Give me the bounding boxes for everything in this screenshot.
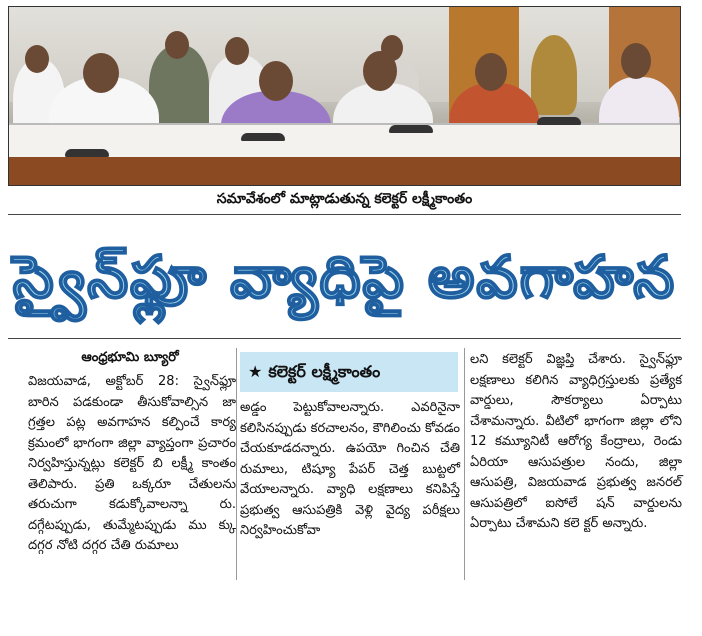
photo-person-head bbox=[363, 51, 397, 91]
article-column-2 bbox=[240, 398, 460, 542]
caption-divider bbox=[8, 214, 681, 215]
photo-microphone bbox=[241, 133, 285, 141]
article-column-3 bbox=[470, 350, 682, 535]
article-paragraph: లని కలెక్టర్ విజ్ఞప్తి చేశారు. స్వైన్‌ఫ్లూ లక్షణాలు కలిగిన వ్యాధిగ్రస్తులకు ప్రత్యేక వార్డులు, సౌకర్యాలు ఏర్పాటు చేశామన్నారు. వీటిలో భాగంగా జిల్లా లోని 12 కమ్యూనిటీ ఆరోగ్య కేంద్రాలు, రెండు ఏరియా ఆసుపత్రుల నందు, జిల్లా ఆసుపత్రి, విజయవాడ ప్రభుత్వ జనరల్ ఆసుపత్రిలో ఐసోలే షన్ వార్డులను ఏర్పాటు చేశామని కలె క్టర్ అన్నారు. bbox=[470, 352, 682, 531]
callout-text: కలెక్టర్ లక్ష్మీకాంతం bbox=[268, 362, 381, 381]
photo-table bbox=[9, 123, 680, 161]
photo-table-front bbox=[9, 157, 680, 185]
headline-divider bbox=[8, 338, 681, 339]
photo-person-head bbox=[25, 45, 49, 73]
article-column-1 bbox=[28, 372, 236, 557]
photo-person-head bbox=[475, 53, 507, 91]
byline: ఆంధ్రభూమి బ్యూరో bbox=[81, 350, 179, 365]
news-photo bbox=[8, 6, 681, 186]
photo-person-head bbox=[225, 37, 249, 65]
headline: స్వైన్‌ఫ్లూ వ్యాధిపై అవగాహన bbox=[12, 243, 677, 311]
photo-person-head bbox=[83, 53, 119, 93]
photo-caption: సమావేశంలో మాట్లాడుతున్న కలెక్టర్ లక్ష్మీకాంతం bbox=[216, 191, 473, 207]
photo-person-head bbox=[259, 61, 293, 101]
photo-microphone bbox=[537, 117, 581, 125]
column-divider bbox=[236, 348, 237, 580]
article-paragraph: అడ్డం పెట్టుకోవాలన్నారు. ఎవరినైనా కలిసినప్పుడు కరచాలనం, కౌగిలించు కోవడం చేయకూడదన్నారు. ఉపయో గించిన చేతి రుమాలు, టిష్యూ పేపర్ చెత్త బుట్టలో వేయాలన్నారు. వ్యాధి లక్షణాలు కనిపిస్తే ప్రభుత్వ ఆసుపత్రికి వెళ్లి వైద్య పరీక్షలు నిర్వహించుకోవా bbox=[240, 400, 460, 538]
star-icon: ★ bbox=[248, 362, 263, 381]
callout-box bbox=[240, 352, 458, 392]
photo-microphone bbox=[65, 149, 109, 157]
column-divider bbox=[464, 348, 465, 580]
article-paragraph: విజయవాడ, అక్టోబర్ 28: స్వైన్‌ఫ్లూ బారిన పడకుండా తీసుకోవాల్సిన జా గ్రత్తల పట్ల అవగాహన కల్పించే కార్య క్రమంలో భాగంగా జిల్లా వ్యాప్తంగా ప్రచారం నిర్వహిస్తున్నట్లు కలెక్టర్ బి లక్ష్మీ కాంతం తెలిపారు. ప్రతి ఒక్కరూ చేతులను తరుచుగా కడుక్కోవాలన్నా రు. దగ్గేటప్పుడు, తుమ్మేటప్పుడు ము క్కు దగ్గర నోటి దగ్గర చేతి రుమాలు bbox=[28, 374, 236, 553]
photo-bust bbox=[531, 35, 577, 115]
photo-person-head bbox=[621, 43, 651, 79]
photo-microphone bbox=[389, 125, 433, 133]
photo-person-head bbox=[165, 31, 189, 59]
